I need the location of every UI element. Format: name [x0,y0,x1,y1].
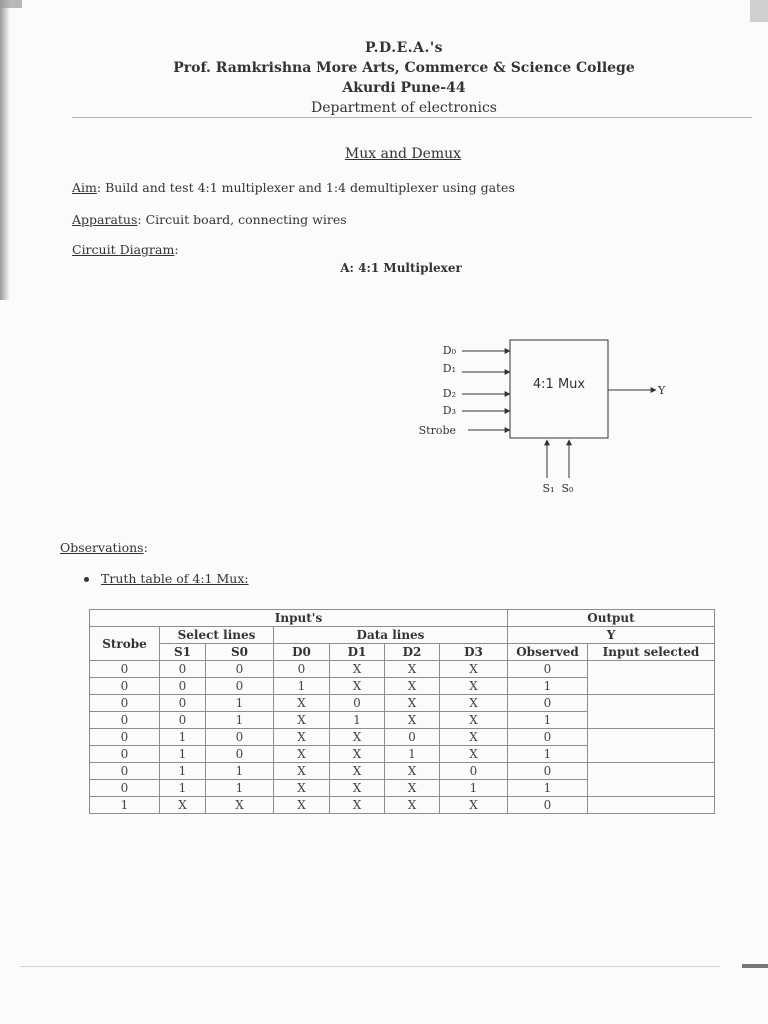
table-cell: X [274,797,330,814]
table-cell: 1 [440,780,508,797]
input-selected-cell [588,729,715,763]
college-location: Akurdi Pune-44 [342,80,466,96]
table-cell: X [440,661,508,678]
table-cell: 1 [385,746,440,763]
table-cell: X [385,695,440,712]
table-cell: X [274,746,330,763]
truth-table-caption: Truth table of 4:1 Mux: [101,571,249,586]
table-cell: 1 [508,712,588,729]
table-row [90,763,715,780]
table-row [90,695,715,712]
table-cell: X [330,797,385,814]
input-label-strobe: Strobe [418,424,456,437]
header-divider [72,117,752,118]
table-cell: 0 [90,729,160,746]
input-selected-cell [588,661,715,695]
table-cell: X [385,678,440,695]
table-row [90,797,715,814]
output-label: Y [658,384,666,397]
mux-diagram [400,330,680,500]
table-cell: X [385,780,440,797]
truth-table [89,609,715,814]
table-cell: 0 [160,661,206,678]
table-cell: X [274,712,330,729]
table-cell: X [440,712,508,729]
input-selected-cell [588,763,715,797]
observations-colon: : [143,540,148,555]
department-name: Department of electronics [310,100,497,116]
table-cell: X [274,780,330,797]
inputs-group-header: Input's [90,610,508,627]
table-cell: X [330,780,385,797]
apparatus-label: Apparatus [72,212,138,227]
table-cell: X [206,797,274,814]
page-bottom-line [20,966,720,967]
page-bottom-mark [742,964,768,968]
table-cell: 0 [206,729,274,746]
table-cell: X [440,729,508,746]
input-selected-cell [588,695,715,729]
table-cell: 0 [508,797,588,814]
output-y-header: Y [508,627,715,644]
table-cell: 1 [274,678,330,695]
table-cell: 1 [90,797,160,814]
table-cell: 0 [206,746,274,763]
table-cell: X [330,763,385,780]
table-cell: X [440,746,508,763]
table-cell: 0 [274,661,330,678]
d2-header: D2 [385,644,440,661]
input-selected-header: Input selected [588,644,715,661]
table-cell: 0 [90,695,160,712]
observations-label: Observations [60,540,144,555]
apparatus-text: : Circuit board, connecting wires [137,212,347,227]
s1-header: S1 [160,644,206,661]
strobe-header: Strobe [90,627,160,661]
input-label-d0: D₀ [442,344,456,357]
output-group-header: Output [508,610,715,627]
table-cell: 0 [90,780,160,797]
table-cell: 1 [160,746,206,763]
table-cell: 0 [90,712,160,729]
table-cell: X [385,661,440,678]
d3-header: D3 [440,644,508,661]
table-cell: X [274,763,330,780]
table-cell: X [385,712,440,729]
diagram-title: A: 4:1 Multiplexer [340,261,462,275]
document-title: Mux and Demux [344,146,462,162]
table-row [90,661,715,678]
table-cell: 1 [508,780,588,797]
aim-label: Aim [72,180,97,195]
table-cell: 0 [206,678,274,695]
table-cell: X [385,797,440,814]
table-cell: X [440,797,508,814]
data-lines-header: Data lines [274,627,508,644]
d1-header: D1 [330,644,385,661]
table-cell: X [274,729,330,746]
table-cell: 1 [160,763,206,780]
table-cell: 1 [206,712,274,729]
circuit-diagram-colon: : [174,242,179,257]
page-corner [750,0,768,22]
input-label-d2: D₂ [442,387,456,400]
table-cell: 0 [440,763,508,780]
table-cell: X [440,695,508,712]
table-cell: 0 [160,695,206,712]
table-cell: X [440,678,508,695]
table-cell: 0 [206,661,274,678]
mux-block-label: 4:1 Mux [532,377,586,392]
table-cell: 0 [508,661,588,678]
aim-line [72,180,515,195]
table-cell: 0 [90,746,160,763]
s0-header: S0 [206,644,274,661]
select-labels: S₁ S₀ [542,482,574,495]
apparatus-line [72,212,347,227]
table-cell: 1 [206,780,274,797]
table-cell: 0 [508,695,588,712]
table-cell: 1 [160,780,206,797]
circuit-diagram-line [72,242,179,257]
table-cell: 0 [508,763,588,780]
observations-heading [60,540,148,555]
table-cell: X [385,763,440,780]
input-label-d3: D₃ [442,404,456,417]
table-cell: X [330,746,385,763]
circuit-diagram-label: Circuit Diagram [72,242,175,257]
table-row [90,729,715,746]
table-cell: 0 [330,695,385,712]
table-cell: 1 [160,729,206,746]
college-header [0,38,768,118]
table-cell: 0 [385,729,440,746]
table-cell: 0 [160,678,206,695]
select-lines-header: Select lines [160,627,274,644]
table-cell: 1 [508,678,588,695]
table-cell: 0 [508,729,588,746]
aim-text: : Build and test 4:1 multiplexer and 1:4 demultiplexer using gates [96,180,515,195]
truth-table-body [90,661,715,814]
input-label-d1: D₁ [442,362,456,375]
observed-header: Observed [508,644,588,661]
table-cell: X [330,678,385,695]
table-cell: 0 [160,712,206,729]
org-name: P.D.E.A.'s [364,40,444,56]
table-cell: 1 [330,712,385,729]
table-cell: X [274,695,330,712]
table-cell: 0 [90,678,160,695]
table-cell: 1 [206,763,274,780]
table-cell: X [330,729,385,746]
input-selected-cell [588,797,715,814]
table-cell: X [330,661,385,678]
truth-table-bullet [84,571,249,586]
college-name: Prof. Ramkrishna More Arts, Commerce & Science College [173,60,635,76]
table-cell: 1 [206,695,274,712]
table-cell: X [160,797,206,814]
table-cell: 0 [90,763,160,780]
bullet-icon [84,577,89,582]
table-cell: 1 [508,746,588,763]
table-cell: 0 [90,661,160,678]
d0-header: D0 [274,644,330,661]
